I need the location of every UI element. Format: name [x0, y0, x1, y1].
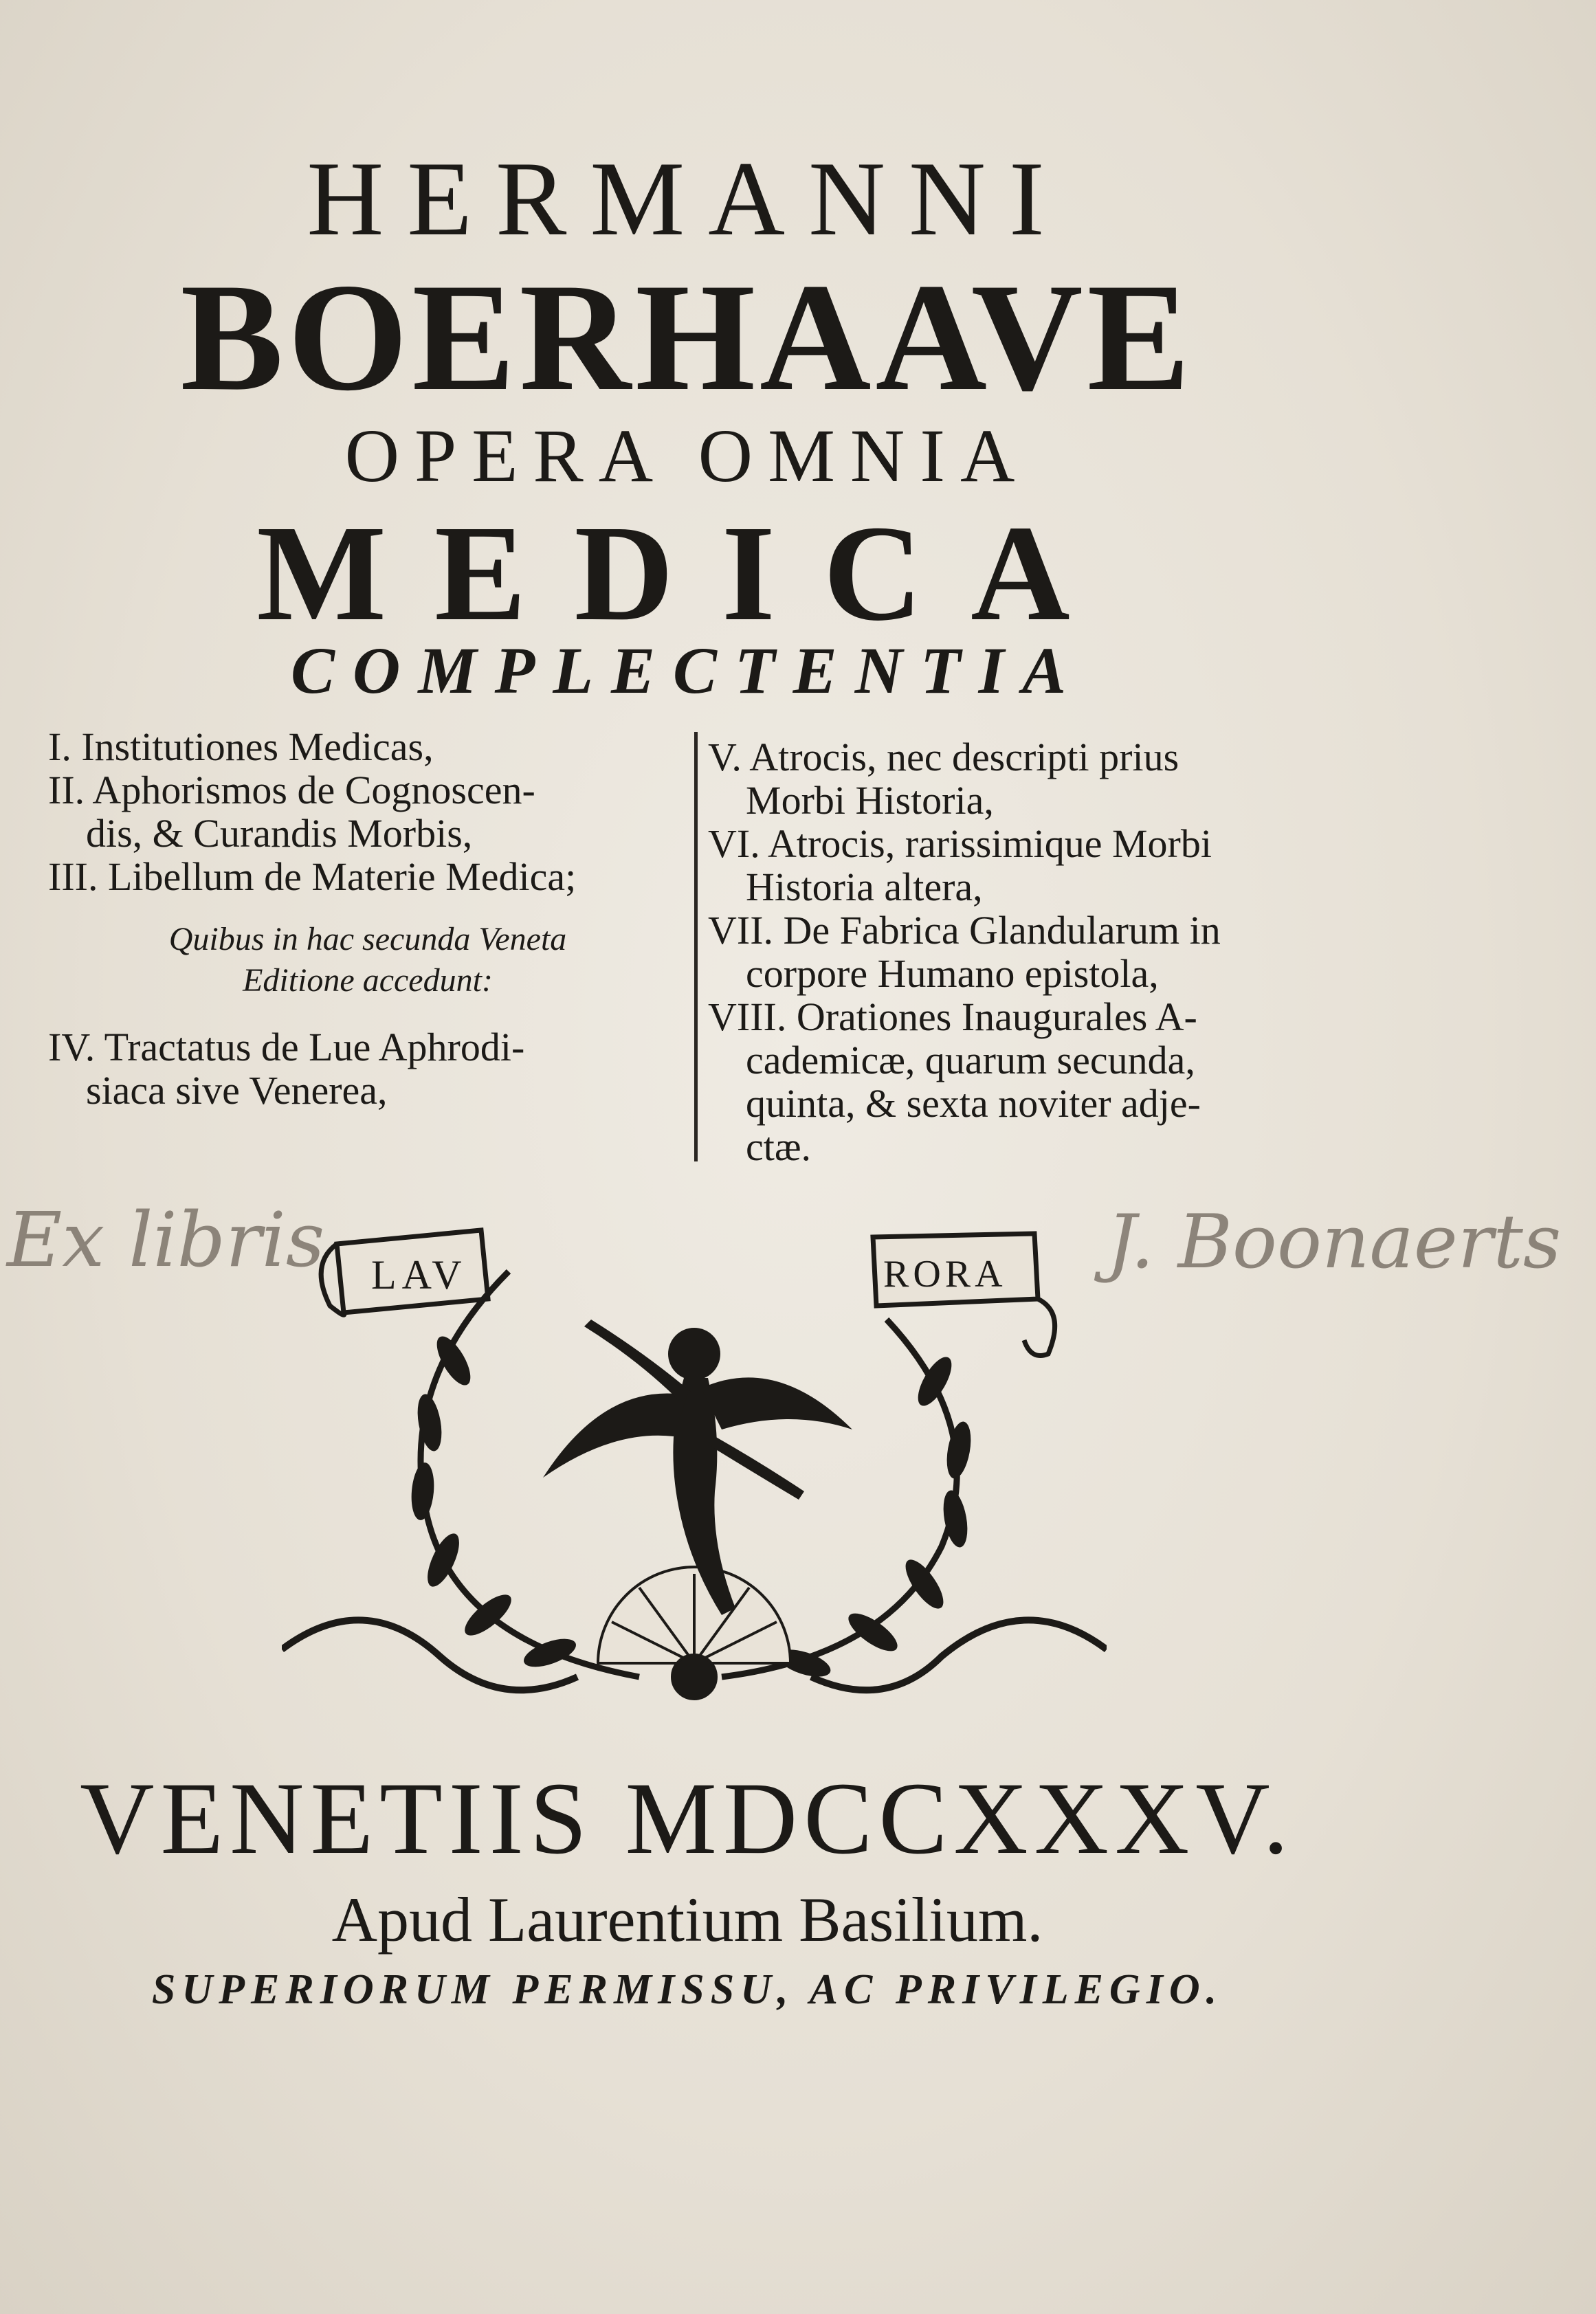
- author-surname: BOERHAAVE: [180, 251, 1195, 423]
- author-forename: HERMANNI: [307, 140, 1068, 258]
- contents-item: corpore Humano epistola,: [746, 951, 1159, 996]
- ownership-inscription-left: Ex libris: [7, 1196, 325, 1284]
- ownership-inscription-right: J. Boonaerts: [1107, 1199, 1562, 1285]
- edition-note: [48, 919, 687, 1001]
- banner-left-text: LAV: [371, 1252, 467, 1298]
- title-complectentia: COMPLECTENTIA: [290, 634, 1085, 707]
- imprint-printer: Apud Laurentium Basilium.: [331, 1884, 1043, 1955]
- contents-item: VII. De Fabrica Glandularum in: [708, 908, 1221, 953]
- contents-item: III. Libellum de Materie Medica;: [48, 854, 577, 899]
- imprint-permission: SUPERIORUM PERMISSU, AC PRIVILEGIO.: [151, 1966, 1223, 2013]
- title-medica: MEDICA: [256, 498, 1118, 649]
- contents-item: Morbi Historia,: [746, 778, 994, 823]
- contents-item: dis, & Curandis Morbis,: [86, 811, 473, 856]
- contents-item: I. Institutiones Medicas,: [48, 724, 434, 769]
- rising-sun: [598, 1567, 790, 1699]
- contents-item: VIII. Orationes Inaugurales A-: [708, 994, 1197, 1039]
- printers-device-woodcut: [282, 1203, 1107, 1753]
- contents-item: ctæ.: [746, 1124, 812, 1169]
- contents-item: V. Atrocis, nec descripti prius: [708, 735, 1179, 779]
- contents-right-column: [708, 735, 1347, 1168]
- contents-item: siaca sive Venerea,: [86, 1068, 388, 1113]
- contents-item: quinta, & sexta noviter adje-: [746, 1081, 1201, 1126]
- contents-left-column: [48, 725, 687, 1112]
- banner-right-text: RORA: [883, 1253, 1007, 1295]
- edition-note-line: Editione accedunt:: [243, 962, 493, 999]
- column-divider: [694, 732, 698, 1161]
- contents-item: Historia altera,: [746, 865, 983, 909]
- contents-item: II. Aphorismos de Cognoscen-: [48, 768, 535, 812]
- imprint-place-date: VENETIIS MDCCXXXV.: [80, 1761, 1295, 1876]
- contents-item: cademicæ, quarum secunda,: [746, 1038, 1195, 1082]
- contents-item: VI. Atrocis, rarissimique Morbi: [708, 821, 1212, 866]
- contents-item: IV. Tractatus de Lue Aphrodi-: [48, 1025, 525, 1069]
- title-opera-omnia: OPERA OMNIA: [344, 414, 1030, 498]
- edition-note-line: Quibus in hac secunda Veneta: [168, 921, 567, 957]
